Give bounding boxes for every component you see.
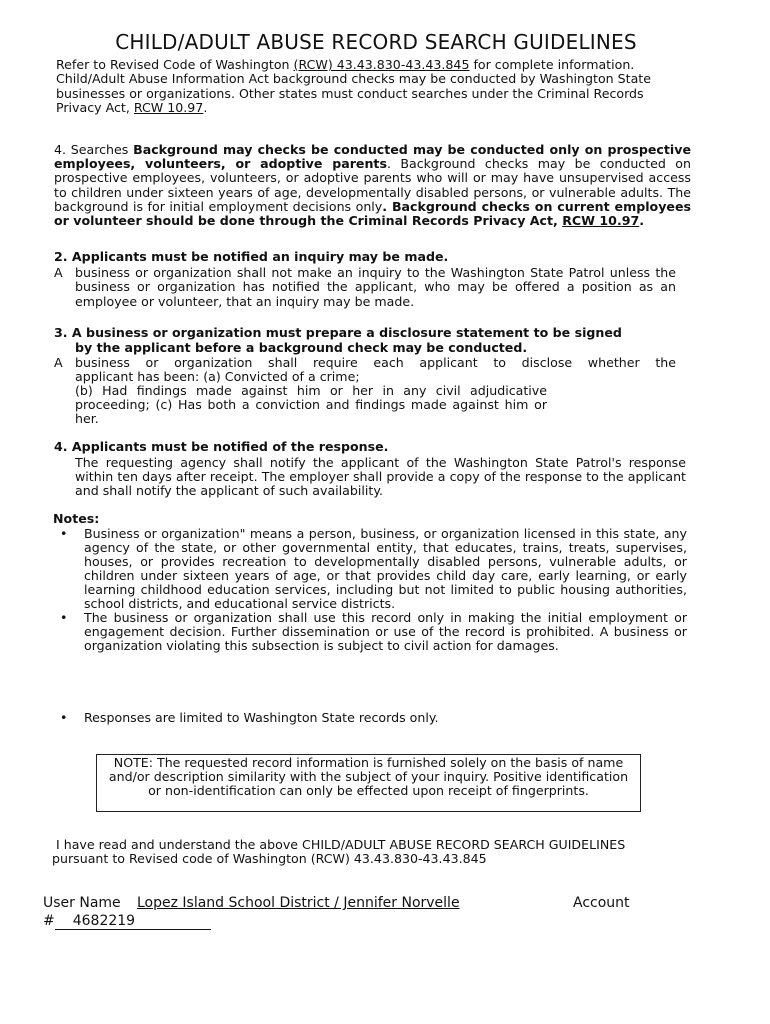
rcw-link[interactable]: (RCW) 43.43.830-43.43.845 — [293, 57, 470, 72]
rcw-10-97-link[interactable]: RCW 10.97 — [133, 100, 204, 116]
section-3-heading-line1: 3. A business or organization must prepare a disclosure statement to be signed — [54, 325, 622, 340]
rcw-10-97-link-2[interactable]: RCW 10.97 — [562, 213, 640, 229]
account-number-field[interactable]: 4682219 — [55, 913, 211, 930]
section-4-body: The requesting agency shall notify the applicant of the Washington State Patrol's response within ten days after receipt. The employer shall provide a copy of the response to the applicant and shall notify the applicant of such availability. — [75, 455, 686, 498]
section-3-label: A — [54, 355, 63, 370]
note-box: NOTE: The requested record information is furnished solely on the basis of name and/or description similarity with the subject of your inquiry. Positive identification or non-identification can only be effected upon receipt of fingerprints. — [96, 754, 641, 812]
section-3-body-line2: applicant has been: (a) Convicted of a crime; — [75, 369, 360, 384]
page-title: CHILD/ADULT ABUSE RECORD SEARCH GUIDELINES — [115, 30, 637, 54]
list-item: • Business or organization" means a person, business, or organization licensed in this state, any agency of the state, or other governmental entity, that educates, trains, treats, supervises, houses, or provides recreation to developmentally disabled persons, vulnerable adults, or children under sixteen years of age, or that provides child day care, early learning, or early learning childhood education services, including but not limited to public housing authorities, school districts, and educational service districts. — [60, 526, 687, 611]
account-label: Account — [573, 895, 630, 911]
account-number-row — [43, 913, 211, 930]
section-2-label: A — [54, 265, 63, 280]
section-3-body-rest: (b) Had findings made against him or her in any civil adjudicative proceeding; (c) Has both a conviction and findings made against him or her. — [75, 383, 547, 426]
section-3-heading-line2: by the applicant before a background check may be conducted. — [75, 340, 528, 355]
notes-list-2 — [53, 711, 687, 725]
section-2-body: business or organization shall not make an inquiry to the Washington State Patrol unless the business or organization has notified the applicant, who may be offered a position as an employee or volunteer, that an inquiry may be made. — [75, 265, 676, 309]
bullet-icon: • — [60, 526, 68, 541]
user-name-label: User Name — [43, 895, 121, 911]
acknowledgement-line2: pursuant to Revised code of Washington (RCW) 43.43.830-43.43.845 — [52, 851, 487, 866]
list-item: • Responses are limited to Washington State records only. — [60, 710, 439, 725]
acknowledgement-line1: I have read and understand the above CHILD/ADULT ABUSE RECORD SEARCH GUIDELINES — [56, 837, 626, 852]
list-item: • The business or organization shall use this record only in making the initial employment or engagement decision. Further dissemination or use of the record is prohibited. A business or organization violating this subsection is subject to civil action for damages. — [60, 610, 687, 653]
section-2-heading: 2. Applicants must be notified an inquiry may be made. — [54, 249, 449, 264]
user-name-field[interactable]: Lopez Island School District / Jennifer Norvelle — [137, 895, 460, 911]
notes-heading: Notes: — [53, 511, 100, 526]
searches-section: 4. Searches Background may checks be conducted may be conducted only on prospective employees, volunteers, or adoptive parents. Background checks may be conducted on prospective employees, volunteers, or adoptive parents who will or may have unsupervised access to children under sixteen years of age, developmentally disabled persons, or vulnerable adults. The background is for initial employment decisions only. Background checks on current employees or volunteer should be done through the Criminal Records Privacy Act, RCW 10.97. — [54, 142, 691, 229]
notes-list — [53, 527, 687, 653]
bullet-icon: • — [60, 710, 68, 725]
intro-paragraph: Refer to Revised Code of Washington (RCW) 43.43.830-43.43.845 for complete information. Child/Adult Abuse Information Act background checks may be conducted by Washington State businesses or organizations. Other states must conduct searches under the Criminal Records Privacy Act, RCW 10.97. — [56, 57, 651, 116]
section-4-heading: 4. Applicants must be notified of the response. — [54, 439, 389, 454]
bullet-icon: • — [60, 610, 68, 625]
section-3-body-line1: business or organization shall require each applicant to disclose whether the — [75, 355, 676, 370]
account-prefix: # — [43, 913, 55, 929]
